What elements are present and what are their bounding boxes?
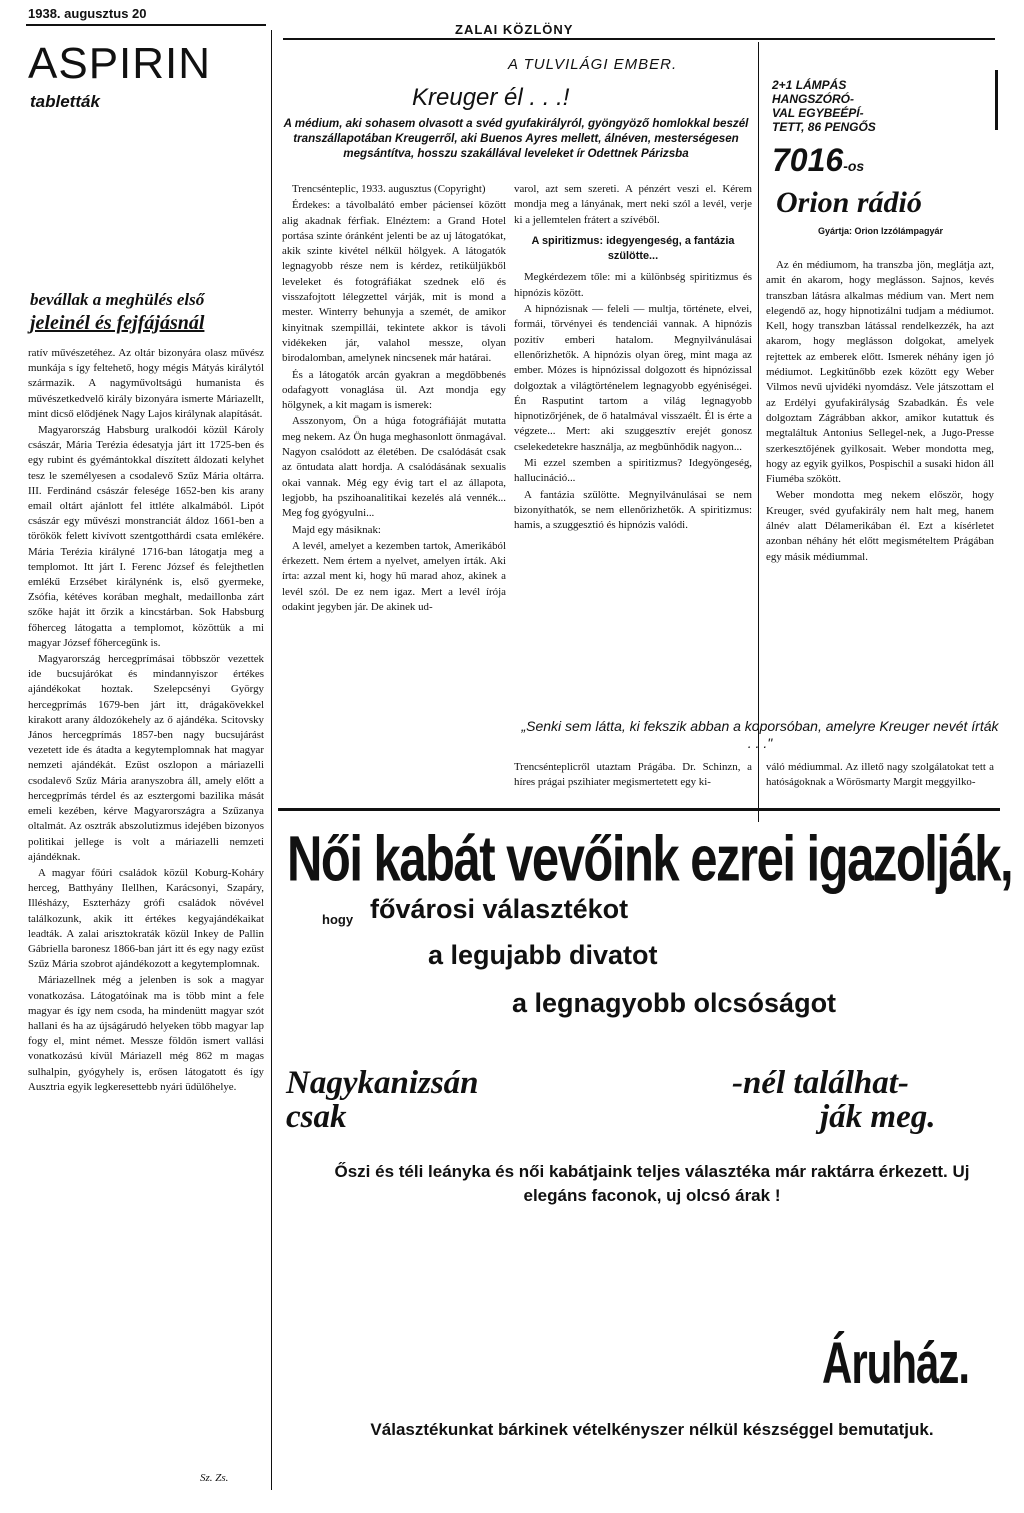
orion-price-number: 7016 [772,142,844,178]
k3-p1: Az én médiumom, ha transzba jön, meglátja azt, amit én akarom, hogy meglásson. Sajnos, kevés transzban látásra alkalmas médium van. Mert nem elegendő az, hogy hipnotizálni tudjam a médiumot. Kell, hogy transzban látással rendelkezzék, ha azt akarom, hogy meglásson dolgokat, amelyek rejtettek az emberek előtt. Ismerek néhány igen jó médiumot. Legkitűnőbb ezek között egy Weber Vilmos nevű ujvidéki nyomdász. Vele játszottam el az Erdélyi gyufakirályság Szabadkán. És vele dolgoztam Zágrábban akkor, amikor kutattuk és megtaláltuk Antonius Sellegel-nek, a Jugo-Presse szerkesztőjének gyilkosait. Weber mondotta meg, hogy az egyik gyilkos, Pospischil a susaki hidon áll Fiuméba szökött. [766,259,994,486]
orion-line-2: HANGSZÓRÓ- [772,92,854,106]
orion-maker: Gyártja: Orion Izzólámpagyár [818,226,944,236]
kreuger-bottom-right: váló médiummal. Az illető nagy szolgálatokat tett a hatóságoknak a Wörösmarty Margit meggyilko- [766,761,994,789]
coat-line-3: a legnagyobb olcsóságot [512,988,837,1018]
k2-p3: Megkérdezem tőle: mi a különbség spiritizmus és hipnózis között. [514,271,752,299]
paper-name: ZALAI KÖZLÖNY [455,22,574,37]
orion-line-3: VAL EGYBEÉPÍ- [772,106,864,120]
orion-line-4: TETT, 86 PENGŐS [772,120,876,134]
aspirin-sub: tabletták [30,92,100,111]
ad-top-rule [278,808,1000,811]
k2-subhead: A spiritizmus: idegyengeség, a fantázia szülötte... [531,234,735,263]
left-article [28,346,264,1096]
column-rule-1 [271,30,272,1490]
kreuger-col-3 [766,258,994,566]
left-para-3: Magyarország hercegprímásai többször vezettek ide bucsujárókat és mindannyiszor értékes ajándékokat hoztak. Szelepcsényi György hercegprímás 1679-ben járt itt, drágakövekkel kirakott arany áldozókehely az ő ajándéka. Scitovsky János hercegprímás 1857-ben nagy bucsujárást vezetett ide és átadta a kegytemplomnak hat magyar nemzeti ajándékát. Ezüst oszlopon a máriazelli csodalevő Szűz Mária aranyszobra áll, amely előtt a hercegprímás térdel és az esztergomi bazilika mását emeli kezében, kérve Magyarországra a Szűzanya oltalmát. Az osztrák abszolutizmus idejében bizonyos politikai jellege is volt a máriazelli nemzeti ajándéknak. [28,653,264,863]
left-para-4: A magyar főúri családok közül Koburg-Koháry herceg, Batthyány Ilellhen, Karácsonyi, Szapáry, Illésházy, Eszterházy grófi családok növével találkozunk, akik itt értékes kegyajándékaikat leadták. A zalai arisztokraták közül Inkey de Pallin Gábriella baronesz 1866-ban járt itt és egy nagy ezüst Szűz Mária szobrot ajándékozott a kegytemplomnak. [28,866,264,971]
left-para-2: Magyarország Habsburg uralkodói közül Károly császár, Mária Terézia édesatyja járt itt 1725-ben és egy rubint és gyémántokkal díszített áldozati kelyhet tesz le személyesen a csodalevő Szűz Mária oltárra. III. Ferdinánd császár felesége 1652-ben kis arany email oltárt ajánlott fel ittléte alkalmából. Lipót császár egy művészi monstranciát áldoz 1661-ben a törökök felett kivívott szentgotthárdi csata emlékére. Mária Terézia királyné 1716-ban látogatja meg a templomot. Itt járt I. Ferenc József és felejthetlen emlékű Erzsébet királynénk is, első gyermeke, Zsófia, kétéves korában meghalt, medaillonba zárt szőke haját itt őrzik a kincstárban. Sok Habsburg főherceg látogatta a templomot, közöttük a mi magyar József főhercegünk is. [28,424,264,649]
coat-footer: Választékunkat bárkinek vételkényszer nélkül készséggel bemutatjuk. [370,1420,934,1439]
orion-rule [995,70,998,130]
kreuger-title: Kreuger él . . .! [412,84,570,111]
coat-city [286,1066,479,1134]
k1-p1: Trencsénteplic, 1933. augusztus (Copyright) [292,183,486,195]
aspirin-slogan-1: bevállak a meghülés első [30,290,205,309]
coat-line-1: fővárosi választékot [370,894,629,924]
k2-p4: A hipnózisnak — feleli — multja, története, elvei, formái, törvényei és tendenciái vannak. A hipnózis pozitív emberi hatalom. Megnyilvánulásai ellenőrizhetők. A hipnózis olyan öreg, mint maga az ember. Mózes is hipnózissal dolgozott és hipnózissal dolgoztak a világtörténelem legnagyobb egyéniségei. Én Rasputint tartom a világ legnagyobb hipnotizőrjének, de ő hatalmával visszaélt. Él is érte a végzete... Mert: aki szuggesztív erejét gonosz cselekedetekre használja, az megbünhődik nagyon... [514,303,752,453]
kreuger-col-2 [514,182,752,535]
header-rule-right [283,38,995,40]
coat-store: Áruház. [822,1330,970,1396]
coat-jak: ják meg. [820,1099,936,1135]
left-signature: Sz. Zs. [200,1472,229,1484]
k1-p6: A levél, amelyet a kezemben tartok, Amerikából érkezett. Nem értem a nyelvet, amelyen írták. Aki írta: azzal ment ki, hogy hű marad ahoz, akinek a levél szól. De ez nem igaz. Mert a levél írója odakint jegyben jár. De akinek ud- [282,539,506,614]
k3-p2: Weber mondotta meg nekem először, hogy Kreuger, svéd gyufakirály nem halt meg, hanem álnév alatt Délamerikában él. Ezt a kísérletet azonban néhány hét előtt megismételtem Prágában egy másik médiummal. [766,489,994,563]
orion-brand: Orion rádió [776,186,922,219]
issue-date: 1938. augusztus 20 [28,6,147,21]
k2-p5: Mi ezzel szemben a spiritizmus? Idegyöngeség, hallucináció... [514,457,752,485]
coat-nel: -nél találhat- [732,1065,909,1101]
kreuger-kicker: A TULVILÁGI EMBER. [508,56,678,73]
aspirin-slogan-2: jeleinél és fejfájásnál [30,312,205,334]
kreuger-col-1 [282,182,506,616]
coat-city-2: csak [286,1099,347,1135]
k1-p4: Asszonyom, Ön a húga fotográfiáját mutatta meg nekem. Az Ön huga meghasonlott önmagával. Nagyon csalódott az életében. De csalódását csak az öntudata alatt hordja. A csalódásának sexualis okai vannak. Még egy évig tart el az állapota, legjobb, ha pszihoanalitikai kezelés alá vennék... Meg fog gyógyulni... [282,415,506,520]
coat-headline: Női kabát vevőink ezrei igazolják, [287,824,1013,895]
kreuger-bottom-left: Trencsénteplicről utaztam Prágába. Dr. Schinzn, a híres prágai pszihiater megismertetett egy ki- [514,761,752,789]
orion-price-suffix: -os [843,158,865,174]
orion-line-1: 2+1 LÁMPÁS [772,78,847,92]
coat-hogy: hogy [322,912,354,927]
left-para-5: Máriazellnek még a jelenben is sok a magyar vonatkozása. Látogatóinak ma is több mint a fele magyar és így nem csoda, ha mindenütt magyar szót hallani és ha az újságárudó helyeken több magyar lap fogy el, mint német. Messze földön ismert vallási vonatkozású kívül Máriazell még 862 m magas sulhalpin, gyógyhely is, erősen látogatott és így Ausztria egyik legkeresettebb nyári üdülőhelye. [28,974,264,1093]
k1-p3: És a látogatók arcán gyakran a megdöbbenés odafagyott vonaglása ül. Azt mondja egy hölgynek, a kit magam is ismerek: [282,368,506,412]
orion-price [772,142,864,179]
k2-p6: A fantázia szülötte. Megnyilvánulásai se nem bizonyíthatók, se nem ellenőrizhetők. A spiritizmus: hamis, a szuggesztió és hipnózis valódi. [514,488,752,532]
k1-p5: Majd egy másiknak: [292,523,381,536]
coat-line-2: a legujabb divatot [428,940,658,970]
k2-p1: varol, azt sem szereti. A pénzért veszi el. Kérem mondja meg a lányának, mert neki szól a levél, verje ki a jellemtelen frátert a szívéből. [514,183,752,226]
orion-specs [772,78,876,134]
coat-body: Őszi és téli leányka és női kabátjaink teljes választéka már raktárra érkezett. Uj elegáns faconok, uj olcsó árak ! [334,1162,970,1205]
coat-city-1: Nagykanizsán [286,1065,479,1101]
left-para-1: ratív művészetéhez. Az oltár bizonyára olasz művész munkája s így feltehető, hogy mégis Mátyás királytól származik. A nagyművoltságú humanista és művészetkedvelő király bizonyára ismerte Máriazellt, mint dicső elődjének Nagy Lajos királynak alapítását. [28,347,264,420]
column-rule-2 [758,42,759,822]
kreuger-lead: A médium, aki sohasem olvasott a svéd gyufakirályról, gyöngyöző homlokkal beszél transzállapotában Kreugerről, aki Buenos Ayres mellett, álnéven, mesterségesen megsántítva, hosszu szakállával leveleket ír Odettnek Párizsba [283,117,749,160]
coat-find [732,1066,935,1134]
header-rule-left [26,24,266,26]
aspirin-brand: ASPIRIN [28,39,212,88]
k1-p2: Érdekes: a távolbalátó ember pácienseí között alig akadnak férfiak. Elnéztem: a Grand Hotel portása szinte óránként jelenti be az uj látogatókat, akik szinte kivétel nélkül hölgyek. A látogatók legnagyobb része nem is kérdez, retiküljükből leveleket és fotográfiákat szednek elő és visszafojtott lélegzettel várják, mit is mond a mester. Winterry behunyja a szemét, de amikor kinyitnak szempillái, tekintete akkor is távoli vidékeken jár, valahol messze, olyan birodalomban, amelynek nincsenek már határai. [282,199,506,365]
kreuger-quote: „Senki sem látta, ki fekszik abban a koporsóban, amelyre Kreuger nevét írták . . ." [521,718,999,751]
